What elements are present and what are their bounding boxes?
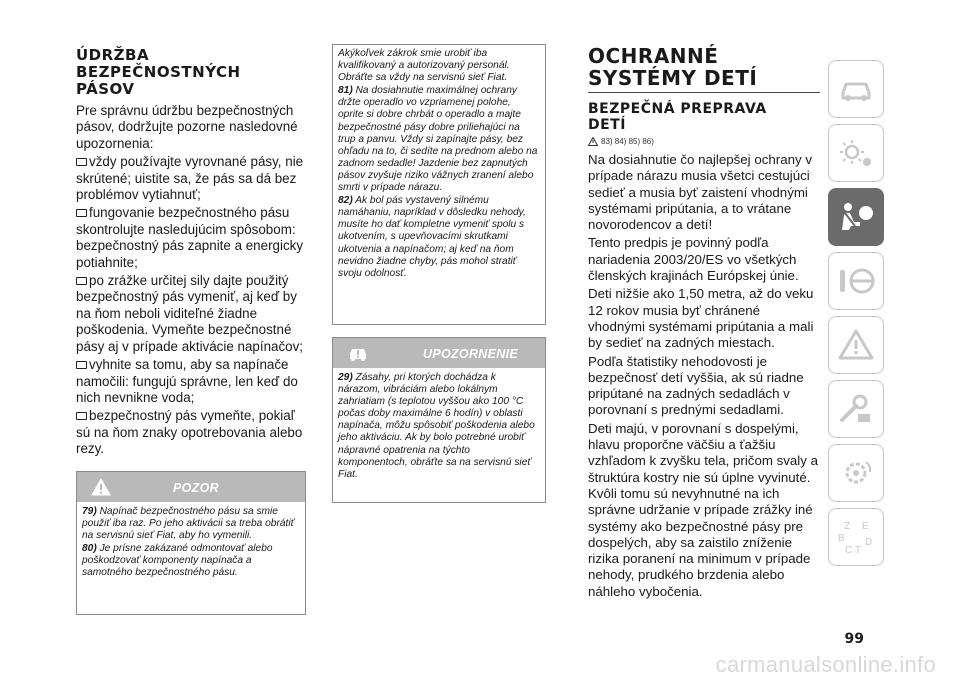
paragraph: Podľa štatistiky nehodovosti je bezpečnosť detí vyššia, ak sú riadne pripútané na zadných sedadlách v porovnaní s prednými sedadlami. — [588, 353, 804, 418]
section-heading-child-restraint — [588, 45, 757, 89]
pozor-box-header — [77, 472, 305, 502]
bullet-item: vyhnite sa tomu, aby sa napínače namočili: fungujú správne, len keď do nich nevnikne voda; — [76, 357, 298, 405]
warning-triangle-icon — [91, 478, 111, 496]
small-warning-icon — [588, 137, 598, 146]
continued-text: Akýkoľvek zákrok smie urobiť iba kvalifikovaný a autorizovaný personál. Obráťte sa vždy na servisnú sieť Fiat. — [338, 48, 510, 84]
note-item: 81) Na dosiahnutie maximálnej ochrany držte operadlo vo vzpriamenej polohe, oprite si dobre chrbát o operadlo a majte bezpečnostné pásy dobre priliehajúci na trup a panvu. Vždy si zapínajte pásy, bez ohľadu na to, či sedíte na prednom alebo na zadnom sedadle! Jazdenie bez zapnutých pásov zvyšuje riziko vážnych zranení alebo smrti v prípade nárazu. — [338, 85, 538, 194]
bullet-item: bezpečnostný pás vymeňte, pokiaľ sú na ňom znaky opotrebovania alebo rezy. — [76, 408, 303, 457]
section-heading-seatbelt-maintenance — [76, 47, 241, 98]
page-number: 99 — [844, 631, 864, 647]
svg-text:B: B — [838, 533, 845, 544]
warning-references: 83) 84) 85) 86) — [588, 137, 654, 146]
tab-dashboard[interactable] — [828, 124, 884, 182]
car-warning-icon — [347, 344, 369, 362]
settings-media-icon — [836, 456, 876, 490]
heading-line: BEZPEČNOSTNÝCH — [76, 63, 241, 81]
paragraph: Deti majú, v porovnaní s dospelými, hlavu proporčne väčšiu a ťažšiu vzhľadom k zvyšku tela, pričom svaly a štruktúra kostry nie sú úplne vyvinuté. Kvôli tomu sú nevyhnutné na ich správne udržanie v prípade zrážky iné systémy ako bezpečnostné pásy pre dospelých, aby sa zaistilo zníženie rizika poranení na minimum v prípade nehody, prudkého brzdenia alebo náhleho vybočenia. — [588, 420, 819, 599]
heading-divider — [588, 92, 820, 93]
bullet-item: po zrážke určitej sily dajte použitý bezpečnostný pás vymeniť, aj keď by na ňom neboli viditeľné žiadne poškodenia. Vymeňte bezpečnostné pásy aj v prípade aktivácie napínačov; — [76, 273, 304, 354]
tab-emergency[interactable] — [828, 316, 884, 374]
svg-text:C: C — [845, 545, 853, 556]
tab-technical-data[interactable] — [828, 444, 884, 502]
intro-paragraph: Pre správnu údržbu bezpečnostných pásov, dodržujte pozorne nasledovné upozornenia: — [76, 103, 298, 151]
pozor-warning-box — [76, 471, 306, 615]
pozor-continued-box — [332, 44, 546, 325]
bullet-item: fungovanie bezpečnostného pásu skontrolujte nasledujúcim spôsobom: bezpečnostný pás zapnite a energicky potiahnite; — [76, 205, 304, 270]
bullet-item: vždy používajte vyrovnané pásy, nie skrútené; uistite sa, že pás sa dá bez problémov vytiahnuť; — [76, 154, 304, 203]
tab-maintenance[interactable] — [828, 380, 884, 438]
child-safety-text — [588, 152, 820, 602]
upozornenie-box — [332, 337, 546, 503]
index-letters-icon — [835, 517, 877, 557]
checkbox-bullet-icon — [76, 412, 87, 420]
upozornenie-box-header — [333, 338, 545, 368]
svg-text:D: D — [865, 537, 873, 548]
hazard-road-icon — [836, 328, 876, 362]
tab-car-overview[interactable] — [828, 60, 884, 118]
note-item: 80) Je prísne zakázané odmontovať alebo poškodzovať komponenty napínača a samotného bezpečnostného pásu. — [82, 543, 273, 579]
heading-line: ÚDRŽBA — [76, 46, 150, 64]
note-item: 79) Napínač bezpečnostného pásu sa smie použiť iba raz. Po jeho aktivácii sa treba obrátiť na servisnú sieť Fiat, aby ho vymenili. — [82, 506, 295, 542]
seatbelt-airbag-icon — [836, 200, 876, 234]
tab-index[interactable] — [828, 508, 884, 566]
svg-text:Z: Z — [844, 521, 851, 532]
heading-line: DETÍ — [588, 117, 626, 133]
upozornenie-box-body — [333, 368, 545, 486]
checkbox-bullet-icon — [76, 361, 87, 369]
checkbox-bullet-icon — [76, 209, 87, 217]
subheading-safe-transport — [588, 101, 767, 133]
wrench-car-icon — [836, 392, 876, 426]
pozor-continued-body — [333, 45, 545, 285]
note-item: 82) Ak bol pás vystavený silnému namáhaniu, napríklad v dôsledku nehody, musíte ho dať kompletne vymeniť spolu s ukotvením, s upevňovacími skrutkami ukotvenia a napínačom; aj keď na ňom nevidno žiadne chyby, pás mohol stratiť svoju odolnosť. — [338, 195, 526, 279]
heading-line: BEZPEČNÁ PREPRAVA — [588, 101, 767, 117]
watermark: carmanualsonline.info — [715, 652, 936, 677]
upozornenie-title: UPOZORNENIE — [423, 347, 518, 361]
paragraph: Na dosiahnutie čo najlepšej ochrany v prípade nárazu musia všetci cestujúci sedieť a musia byť zaistení vhodnými systémami pripútania, a to vrátane novorodencov a detí! — [588, 152, 812, 233]
tab-safety[interactable] — [828, 188, 884, 246]
dashboard-warning-icon — [837, 138, 875, 168]
pozor-title: POZOR — [173, 481, 219, 495]
paragraph: Deti nižšie ako 1,50 metra, až do veku 12 rokov musia byť chránené vhodnými systémami pripútania a mali by sedieť na zadných miestach. — [588, 286, 814, 351]
heading-line: PÁSOV — [76, 80, 135, 98]
key-steering-icon — [836, 264, 876, 298]
maintenance-text — [76, 103, 306, 460]
car-icon — [837, 75, 875, 103]
checkbox-bullet-icon — [76, 158, 87, 166]
heading-line: OCHRANNÉ — [588, 44, 719, 68]
svg-text:E: E — [862, 521, 869, 532]
tab-starting-driving[interactable] — [828, 252, 884, 310]
svg-text:T: T — [855, 545, 862, 556]
note-item: 29) Zásahy, pri ktorých dochádza k nárazom, vibráciám alebo lokálnym zahriatiam (s teplotou vyššou ako 100 °C počas doby maximálne 6 hodín) v oblasti napínača, môžu spôsobiť poškodenia alebo jeho aktiváciu. Ak by bolo potrebné urobiť nápravné opatrenia na týchto komponentoch, obráťte sa na servisnú sieť Fiat. — [338, 372, 535, 480]
paragraph: Tento predpis je povinný podľa nariadenia 2003/20/ES vo všetkých členských krajinách Európskej únie. — [588, 235, 799, 284]
pozor-box-body — [77, 502, 305, 585]
checkbox-bullet-icon — [76, 277, 87, 285]
heading-line: SYSTÉMY DETÍ — [588, 66, 758, 90]
